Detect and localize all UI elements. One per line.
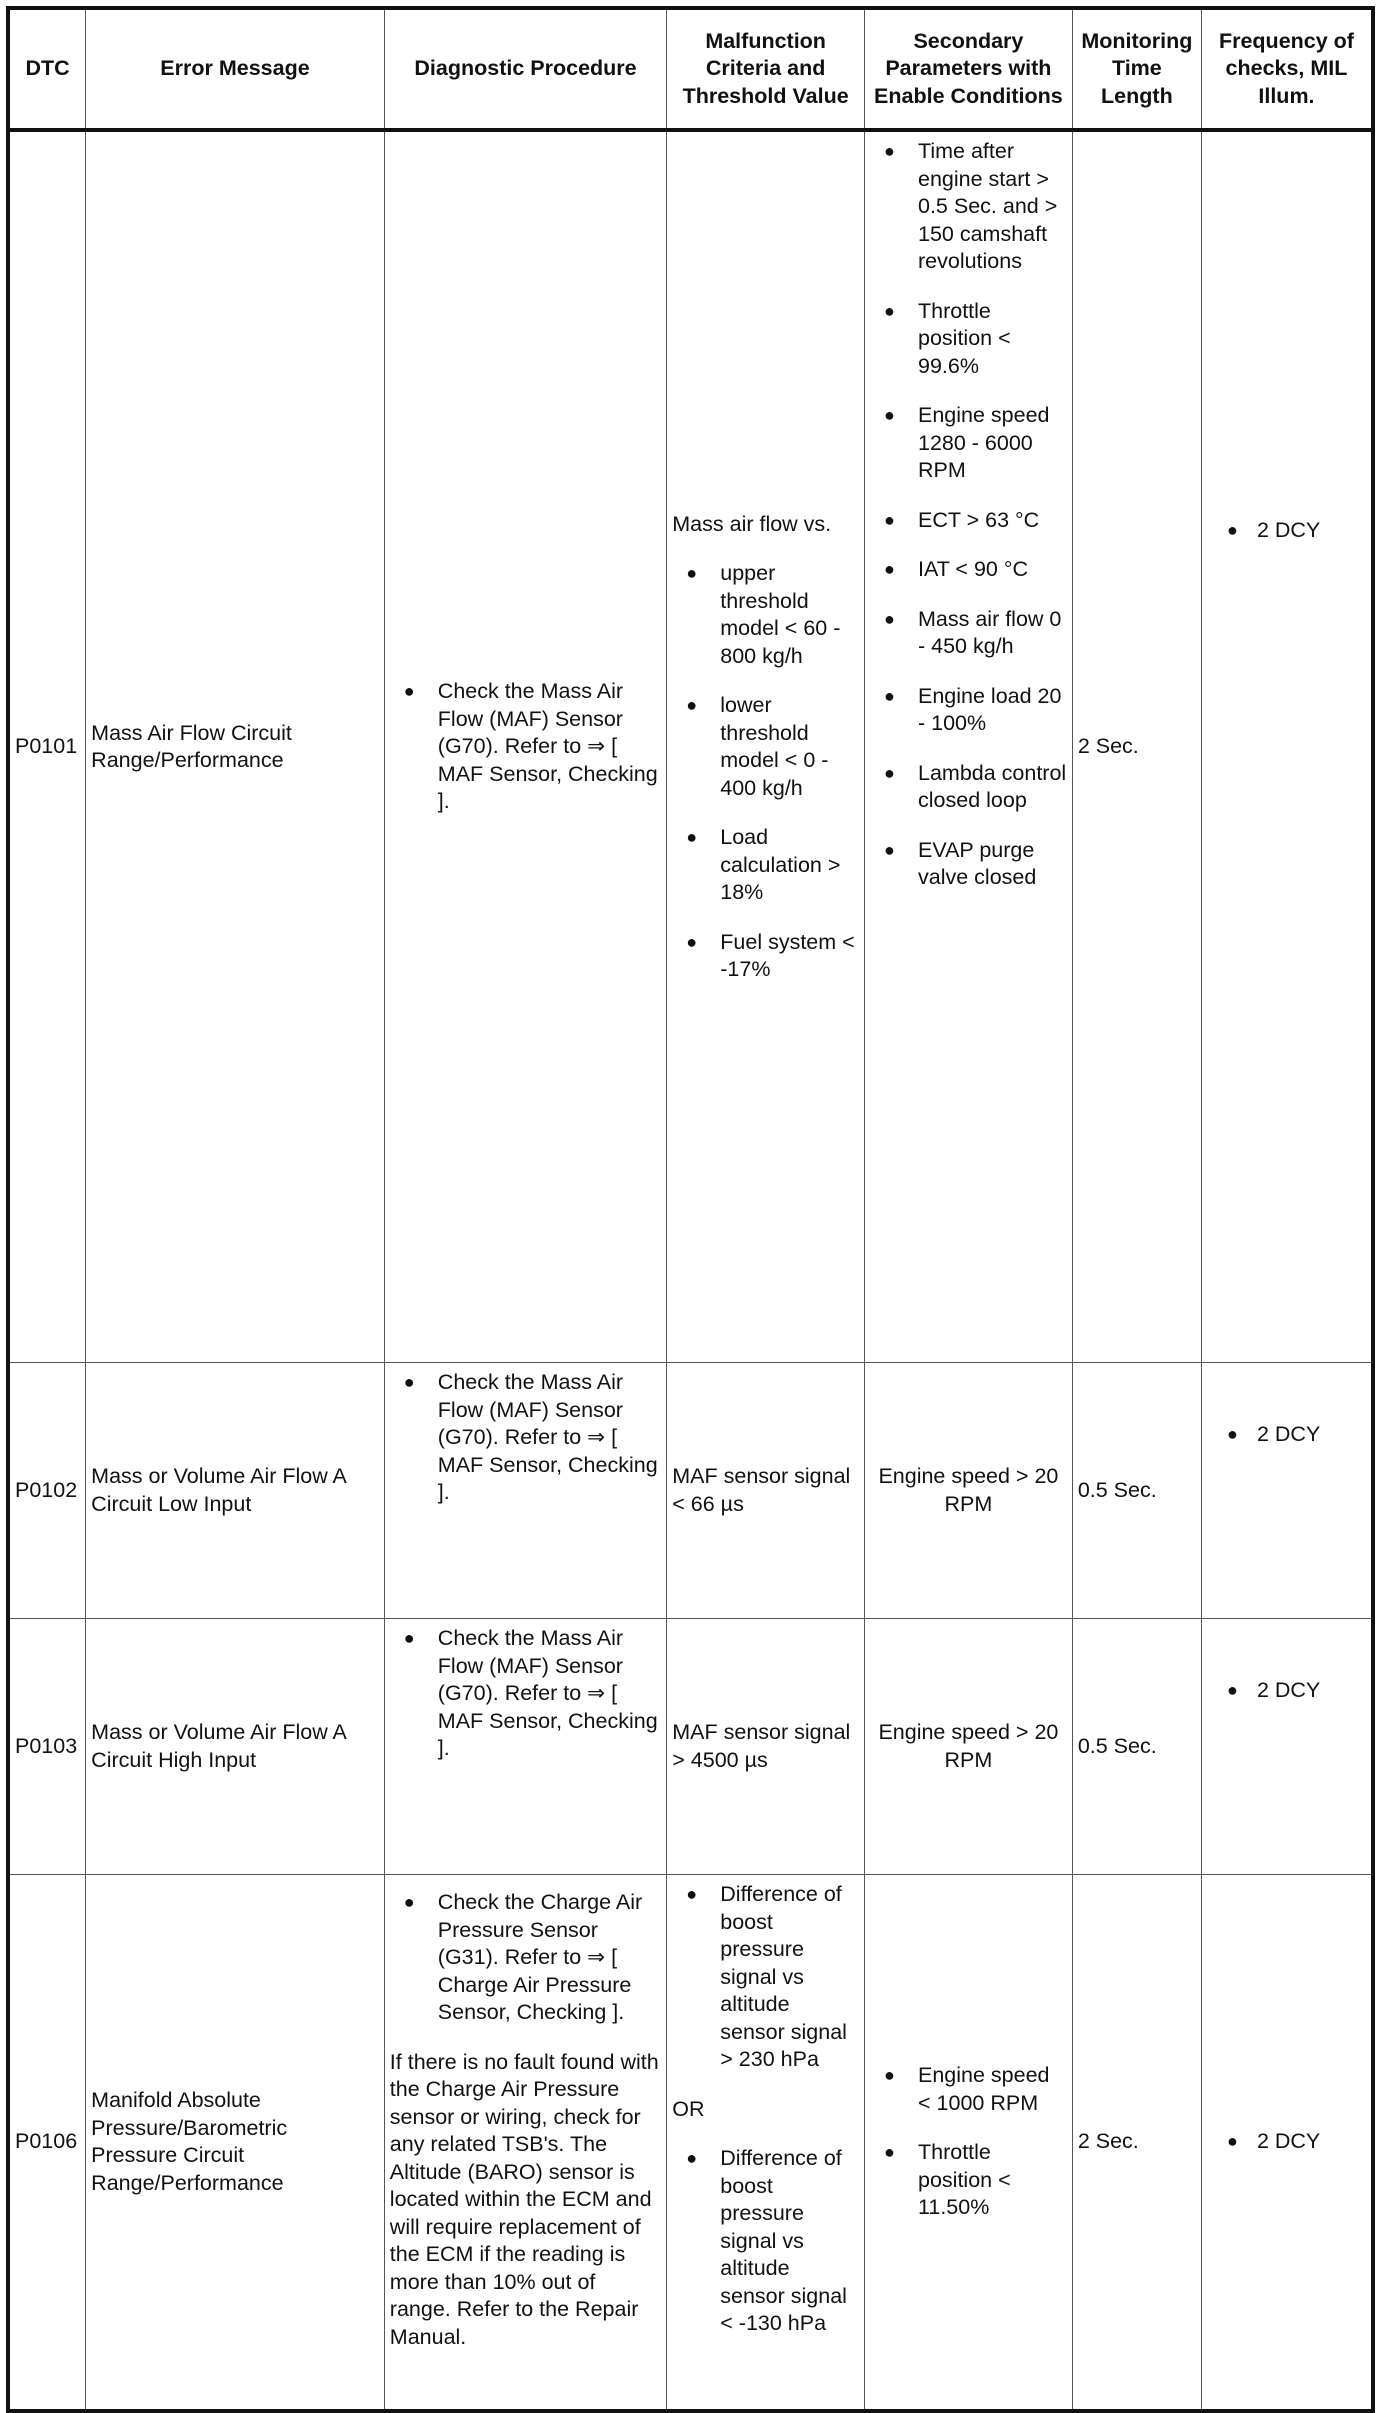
diagnostic-procedure <box>384 1619 666 1875</box>
table-row <box>8 1875 1373 2412</box>
header-secondary-parameters: Secondary Parameters with Enable Conditions <box>865 8 1073 130</box>
diagnostic-procedure <box>384 130 666 1363</box>
diagnostic-procedure <box>384 1363 666 1619</box>
list-item: ● Time after engine start > 0.5 Sec. and > 150 camshaft revolutions <box>870 138 1067 276</box>
frequency <box>1201 1875 1373 2412</box>
list-item: ● Engine speed 1280 - 6000 RPM <box>870 402 1067 485</box>
monitoring-time: 2 Sec. <box>1072 130 1201 1363</box>
error-message: Manifold Absolute Pressure/Barometric Pressure Circuit Range/Performance <box>86 1875 385 2412</box>
table-row <box>8 1619 1373 1875</box>
monitoring-time: 0.5 Sec. <box>1072 1363 1201 1619</box>
list-item: ● lower threshold model < 0 - 400 kg/h <box>672 692 859 802</box>
malfunction-criteria: MAF sensor signal < 66 µs <box>667 1363 865 1619</box>
secondary-parameters: Engine speed > 20 RPM <box>865 1619 1073 1875</box>
list-item: ● Check the Mass Air Flow (MAF) Sensor (G70). Refer to ⇒ [ MAF Sensor, Checking ]. <box>390 1625 661 1763</box>
list-item: ● Lambda control closed loop <box>870 760 1067 815</box>
list-item: ● Engine load 20 - 100% <box>870 683 1067 738</box>
list-item: ● Throttle position < 99.6% <box>870 298 1067 381</box>
malfunction-criteria <box>667 130 865 1363</box>
list-item: ● Engine speed < 1000 RPM <box>870 2062 1067 2117</box>
list-item: ● IAT < 90 °C <box>870 556 1067 584</box>
list-item: ● EVAP purge valve closed <box>870 837 1067 892</box>
list-item: ● ECT > 63 °C <box>870 507 1067 535</box>
header-error-message: Error Message <box>86 8 385 130</box>
malfunction-intro: Mass air flow vs. <box>672 511 832 536</box>
list-item: ● 2 DCY <box>1207 1421 1366 1449</box>
error-message: Mass or Volume Air Flow A Circuit High Input <box>86 1619 385 1875</box>
error-message: Mass or Volume Air Flow A Circuit Low Input <box>86 1363 385 1619</box>
header-frequency: Frequency of checks, MIL Illum. <box>1201 8 1373 130</box>
dtc-code: P0103 <box>8 1619 86 1875</box>
dtc-code: P0102 <box>8 1363 86 1619</box>
list-item: ● Difference of boost pressure signal vs altitude sensor signal > 230 hPa <box>672 1881 859 2074</box>
table-row <box>8 1363 1373 1619</box>
header-malfunction-criteria: Malfunction Criteria and Threshold Value <box>667 8 865 130</box>
secondary-parameters: Engine speed > 20 RPM <box>865 1363 1073 1619</box>
list-item: ● 2 DCY <box>1207 517 1366 545</box>
frequency <box>1201 130 1373 1363</box>
monitoring-time: 0.5 Sec. <box>1072 1619 1201 1875</box>
list-item: ● Mass air flow 0 - 450 kg/h <box>870 606 1067 661</box>
list-item: ● Load calculation > 18% <box>672 824 859 907</box>
list-item: ● 2 DCY <box>1207 1677 1366 1705</box>
dtc-table <box>6 6 1375 2413</box>
malfunction-criteria <box>667 1875 865 2412</box>
malfunction-criteria: MAF sensor signal > 4500 µs <box>667 1619 865 1875</box>
diagnostic-note: If there is no fault found with the Charge Air Pressure sensor or wiring, check for any related TSB's. The Altitude (BARO) sensor is located within the ECM and will require replacement of the ECM if the reading is more than 10% out of range. Refer to the Repair Manual. <box>389 2049 659 2349</box>
or-label: OR <box>672 2096 705 2121</box>
list-item: ● Check the Mass Air Flow (MAF) Sensor (G70). Refer to ⇒ [ MAF Sensor, Checking ]. <box>390 1369 661 1507</box>
header-monitoring-time: Monitoring Time Length <box>1072 8 1201 130</box>
list-item: ● Check the Mass Air Flow (MAF) Sensor (G70). Refer to ⇒ [ MAF Sensor, Checking ]. <box>390 678 661 816</box>
list-item: ● Difference of boost pressure signal vs altitude sensor signal < -130 hPa <box>672 2145 859 2338</box>
header-diagnostic-procedure: Diagnostic Procedure <box>384 8 666 130</box>
header-dtc: DTC <box>8 8 86 130</box>
list-item: ● Check the Charge Air Pressure Sensor (G31). Refer to ⇒ [ Charge Air Pressure Sensor, Checking ]. <box>390 1889 661 2027</box>
list-item: ● upper threshold model < 60 - 800 kg/h <box>672 560 859 670</box>
frequency <box>1201 1619 1373 1875</box>
list-item: ● 2 DCY <box>1207 2128 1366 2156</box>
secondary-parameters <box>865 130 1073 1363</box>
dtc-code: P0106 <box>8 1875 86 2412</box>
table-header-row <box>8 8 1373 130</box>
error-message: Mass Air Flow Circuit Range/Performance <box>86 130 385 1363</box>
list-item: ● Throttle position < 11.50% <box>870 2139 1067 2222</box>
diagnostic-procedure <box>384 1875 666 2412</box>
dtc-code: P0101 <box>8 130 86 1363</box>
monitoring-time: 2 Sec. <box>1072 1875 1201 2412</box>
table-row <box>8 130 1373 1363</box>
secondary-parameters <box>865 1875 1073 2412</box>
list-item: ● Fuel system < -17% <box>672 929 859 984</box>
frequency <box>1201 1363 1373 1619</box>
